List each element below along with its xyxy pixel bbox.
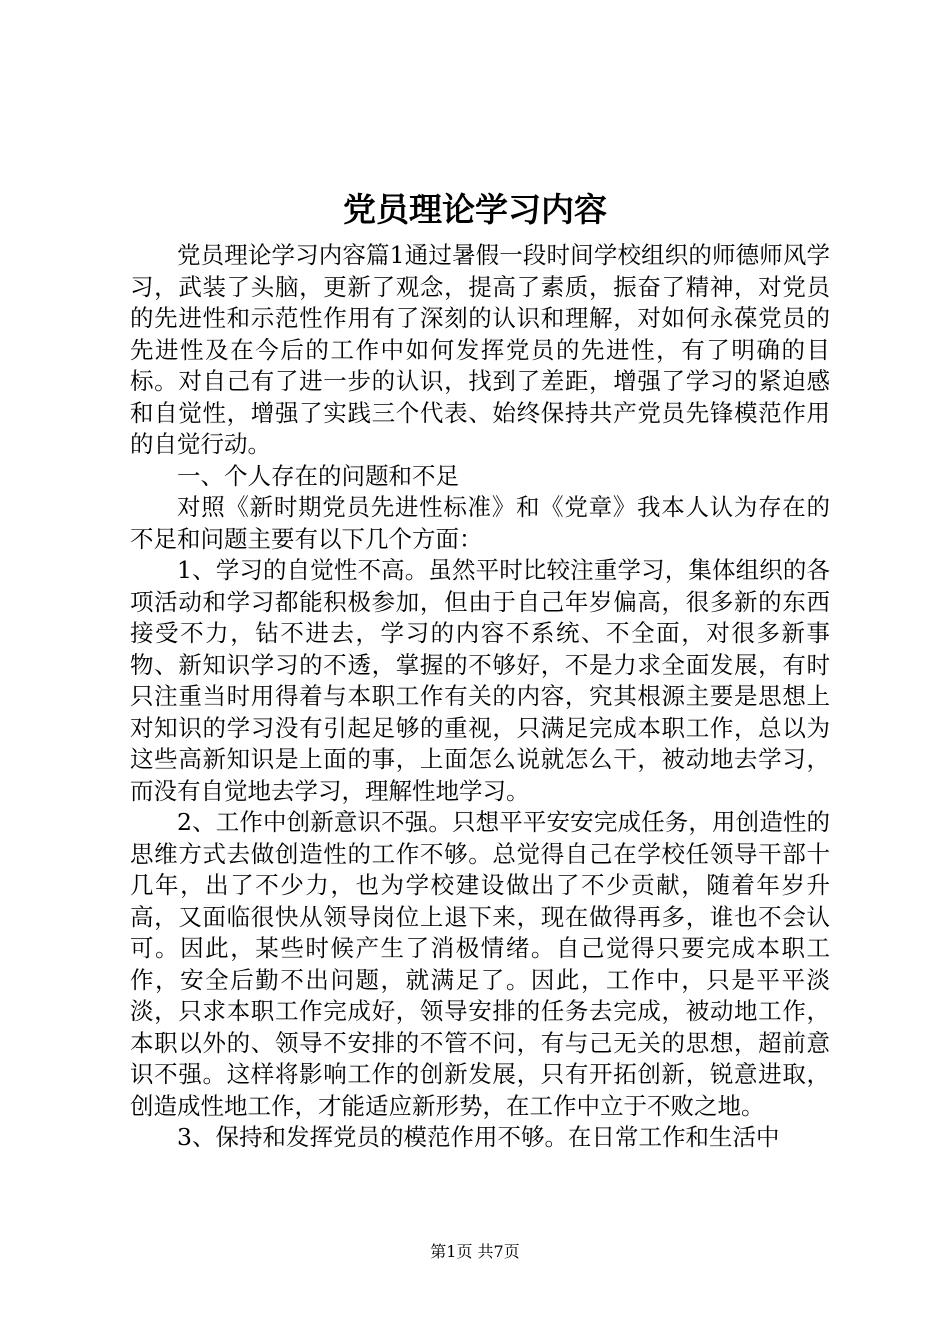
paragraph-point-2: 2、工作中创新意识不强。只想平平安安完成任务，用创造性的思维方式去做创造性的工作不够。总觉得自己在学校任领导干部十几年，出了不少力，也为学校建设做出了不少贡献，随着年岁升高，又面临很快从领导岗位上退下来，现在做得再多，谁也不会认可。因此，某些时候产生了消极情绪。自己觉得只要完成本职工作，安全后勤不出问题，就满足了。因此，工作中，只是平平淡淡，只求本职工作完成好，领导安排的任务去完成，被动地工作，本职以外的、领导不安排的不管不问，有与己无关的思想，超前意识不强。这样将影响工作的创新发展，只有开拓创新，锐意进取，创造成性地工作，才能适应新形势，在工作中立于不败之地。 bbox=[130, 808, 830, 1120]
section-heading: 一、个人存在的问题和不足 bbox=[177, 461, 459, 490]
paragraph-point-1: 1、学习的自觉性不高。虽然平时比较注重学习，集体组织的各项活动和学习都能积极参加，但由于自己年岁偏高，很多新的东西接受不力，钻不进去，学习的内容不系统、不全面，对很多新事物、新知识学习的不透，掌握的不够好，不是力求全面发展，有时只注重当时用得着与本职工作有关的内容，究其根源主要是思想上对知识的学习没有引起足够的重视，只满足完成本职工作，总以为这些高新知识是上面的事，上面怎么说就怎么干，被动地去学习，而没有自觉地去学习，理解性地学习。 bbox=[130, 556, 830, 805]
paragraph-point-3: 3、保持和发挥党员的模范作用不够。在日常工作和生活中 bbox=[177, 1123, 780, 1151]
document-title: 党员理论学习内容 bbox=[343, 190, 607, 229]
document-body bbox=[130, 240, 830, 1154]
paragraph-intro: 党员理论学习内容篇1通过暑假一段时间学校组织的师德师风学习，武装了头脑，更新了观念，提高了素质，振奋了精神，对党员的先进性和示范性作用有了深刻的认识和理解，对如何永葆党员的先进性及在今后的工作中如何发挥党员的先进性，有了明确的目标。对自己有了进一步的认识，找到了差距，增强了学习的紧迫感和自觉性，增强了实践三个代表、始终保持共产党员先锋模范作用的自觉行动。 bbox=[130, 241, 830, 458]
paragraph-overview: 对照《新时期党员先进性标准》和《党章》我本人认为存在的不足和问题主要有以下几个方面： bbox=[130, 493, 830, 553]
page-number-footer: 第1页 共7页 bbox=[430, 1242, 520, 1261]
